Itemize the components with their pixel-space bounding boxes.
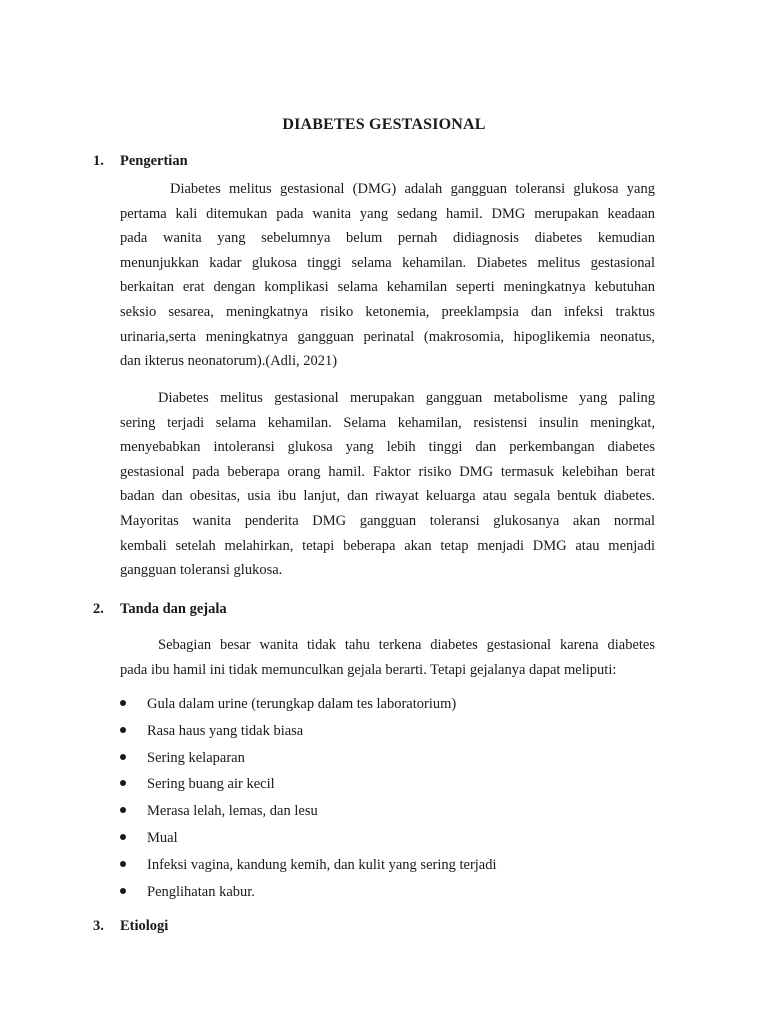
paragraph-line: gestasional pada beberapa orang hamil. Faktor risiko DMG termasuk kelebihan berat [120,463,655,480]
symptom-list [120,694,660,908]
list-item-text: Infeksi vagina, kandung kemih, dan kulit yang sering terjadi [147,856,497,873]
paragraph-symptoms-intro [120,633,655,682]
paragraph-line: pertama kali ditemukan pada wanita yang sedang hamil. DMG merupakan keadaan [120,205,655,222]
list-item-text: Mual [147,829,178,846]
bullet-icon [120,727,126,733]
paragraph-definition [120,177,655,374]
list-item [120,721,660,748]
paragraph-line: urinaria,serta meningkatnya gangguan perinatal (makrosomia, hipoglikemia neonatus, [120,328,655,345]
bullet-icon [120,754,126,760]
bullet-icon [120,861,126,867]
section-title: Pengertian [120,153,188,169]
paragraph-line: dan ikterus neonatorum).(Adli, 2021) [120,353,338,370]
bullet-icon [120,780,126,786]
list-item-text: Gula dalam urine (terungkap dalam tes laboratorium) [147,696,457,712]
paragraph-line: sering terjadi selama kehamilan. Selama kehamilan, resistensi insulin meningkat, [120,414,655,431]
bullet-icon [120,888,126,894]
paragraph-line: Diabetes melitus gestasional merupakan gangguan metabolisme yang paling [158,390,655,406]
list-item [120,748,660,775]
list-item [120,882,660,909]
list-item-text: Merasa lelah, lemas, dan lesu [147,803,318,820]
list-item [120,694,660,721]
paragraph-line: Mayoritas wanita penderita DMG gangguan toleransi glukosanya akan normal [120,512,655,529]
section-number: 3. [93,918,104,934]
section-title: Tanda dan gejala [120,601,227,617]
page-title: DIABETES GESTASIONAL [282,116,486,133]
list-item-text: Sering kelaparan [147,749,245,766]
list-item-text: Rasa haus yang tidak biasa [147,722,304,739]
section-heading-etiologi [93,918,168,935]
section-number: 2. [93,601,104,617]
section-heading-pengertian [93,153,188,170]
paragraph-line: gangguan toleransi glukosa. [120,562,283,579]
paragraph-line: menyebabkan intoleransi glukosa yang lebih tinggi dan perkembangan diabetes [120,439,655,456]
section-number: 1. [93,153,104,169]
bullet-icon [120,807,126,813]
bullet-icon [120,834,126,840]
paragraph-line: Diabetes melitus gestasional (DMG) adalah gangguan toleransi glukosa yang [170,181,655,197]
paragraph-line: badan dan obesitas, usia ibu lanjut, dan riwayat keluarga atau segala bentuk diabetes. [120,488,655,505]
section-title: Etiologi [120,918,169,934]
paragraph-line: seksio sesarea, meningkatnya risiko ketonemia, preeklampsia dan infeksi traktus [120,303,655,320]
list-item [120,801,660,828]
list-item-text: Sering buang air kecil [147,776,275,793]
paragraph-line: Sebagian besar wanita tidak tahu terkena diabetes gestasional karena diabetes [158,637,655,653]
paragraph-line: menunjukkan kadar glukosa tinggi selama kehamilan. Diabetes melitus gestasional [120,254,655,271]
bullet-icon [120,700,126,706]
paragraph-line: berkaitan erat dengan komplikasi selama kehamilan seperti meningkatnya kebutuhan [120,279,655,296]
list-item [120,774,660,801]
list-item [120,855,660,882]
section-heading-tanda-gejala [93,601,227,618]
paragraph-metabolism [120,386,655,583]
list-item [120,828,660,855]
list-item-text: Penglihatan kabur. [147,883,255,900]
paragraph-line: pada wanita yang sebelumnya belum pernah didiagnosis diabetes kemudian [120,230,655,247]
paragraph-line: pada ibu hamil ini tidak memunculkan gejala berarti. Tetapi gejalanya dapat meliputi: [120,661,617,678]
paragraph-line: kembali setelah melahirkan, tetapi beberapa akan tetap menjadi DMG atau menjadi [120,537,655,554]
